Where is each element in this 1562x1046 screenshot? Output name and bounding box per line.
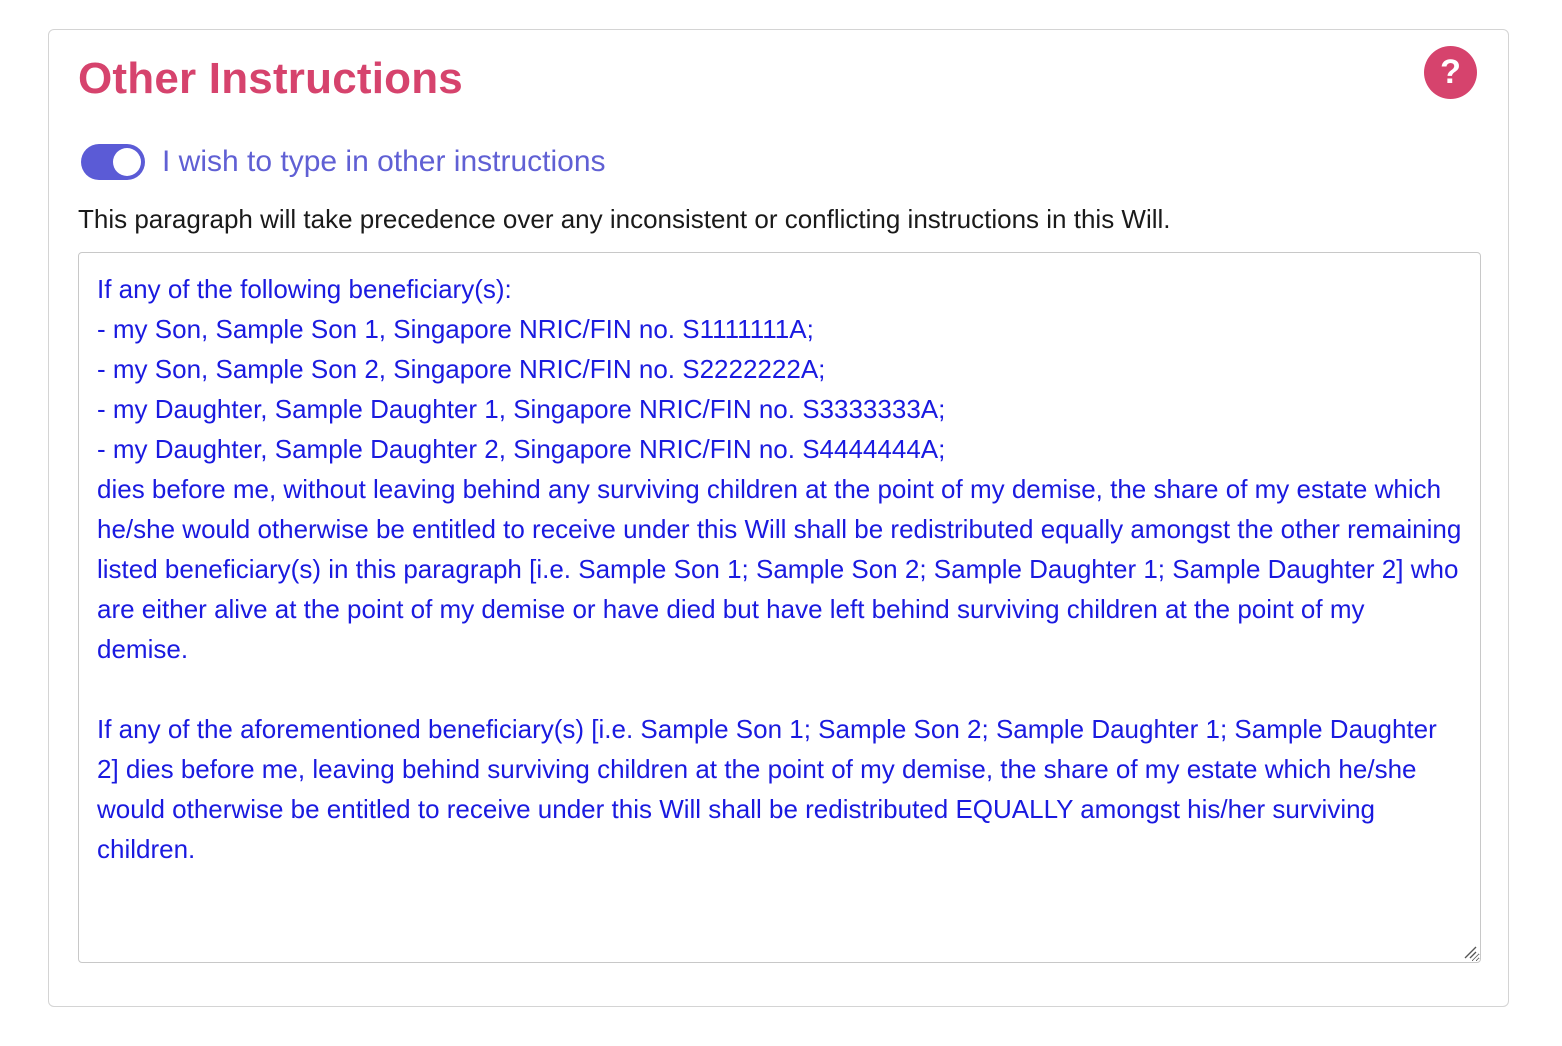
other-instructions-textarea[interactable] (78, 252, 1481, 963)
instruction-line: - my Son, Sample Son 2, Singapore NRIC/FIN no. S2222222A; (97, 354, 826, 384)
paragraph-gap (97, 669, 1462, 709)
toggle-knob (113, 148, 141, 176)
other-instructions-card (48, 29, 1509, 1007)
instruction-line: - my Son, Sample Son 1, Singapore NRIC/FIN no. S1111111A; (97, 314, 814, 344)
toggle-switch[interactable] (81, 144, 145, 180)
other-instructions-toggle[interactable] (81, 142, 606, 182)
precedence-note: This paragraph will take precedence over any inconsistent or conflicting instructions in this Will. (78, 204, 1171, 234)
resize-grip-icon[interactable] (1461, 943, 1477, 959)
instruction-line: If any of the following beneficiary(s): (97, 274, 512, 304)
instruction-paragraph: If any of the aforementioned beneficiary(s) [i.e. Sample Son 1; Sample Son 2; Sample Daughter 1; Sample Daughter 2] dies before me, leaving behind surviving children at the point of my demise, the share of my estate which he/she would otherwise be entitled to receive under this Will shall be redistributed EQUALLY amongst his/her surviving children. (97, 714, 1437, 864)
instruction-line: - my Daughter, Sample Daughter 2, Singapore NRIC/FIN no. S4444444A; (97, 434, 946, 464)
help-button[interactable]: ? (1424, 46, 1477, 99)
toggle-label[interactable]: I wish to type in other instructions (162, 145, 606, 178)
section-title: Other Instructions (78, 54, 463, 103)
instruction-line: - my Daughter, Sample Daughter 1, Singapore NRIC/FIN no. S3333333A; (97, 394, 946, 424)
instruction-line: dies before me, without leaving behind any surviving children at the point of my demise, the share of my estate which he/she would otherwise be entitled to receive under this Will shall be redistributed equally amongst the other remaining listed beneficiary(s) in this paragraph [i.e. Sample Son 1; Sample Son 2; Sample Daughter 1; Sample Daughter 2] who are either alive at the point of my demise or have died but have left behind surviving children at the point of my demise. (97, 474, 1462, 664)
